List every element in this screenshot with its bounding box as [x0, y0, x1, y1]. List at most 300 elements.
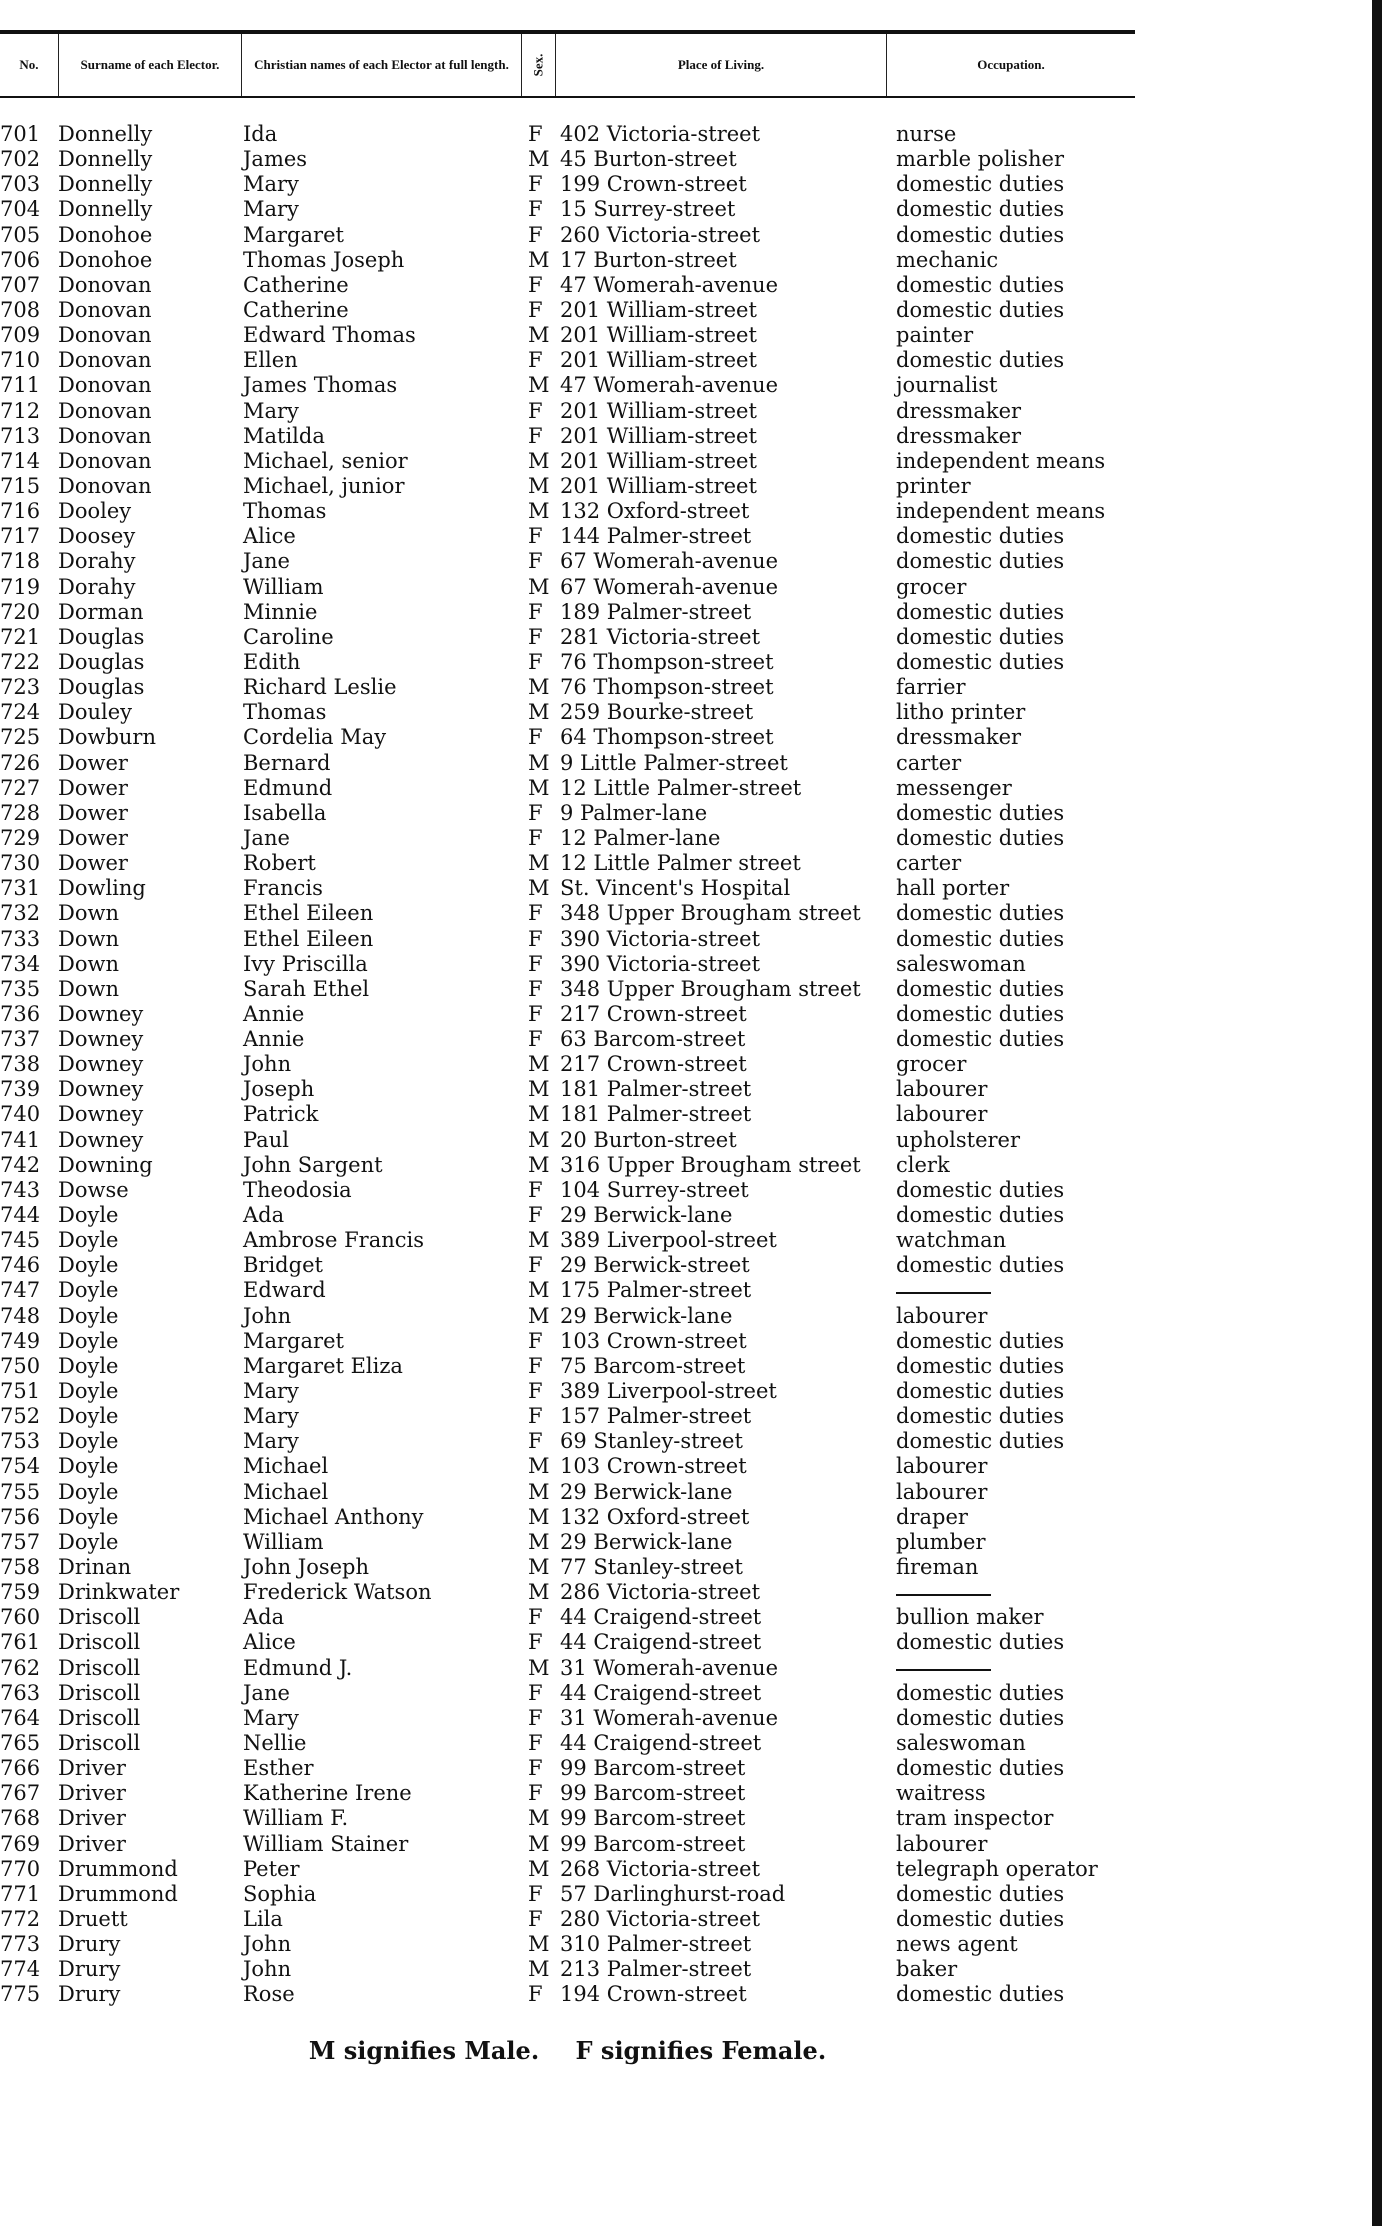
- elector-number: 756: [0, 1504, 40, 1529]
- elector-occupation: messenger: [896, 775, 1012, 800]
- elector-sex: M: [528, 750, 550, 775]
- table-row: [0, 600, 1135, 625]
- table-row: [0, 1857, 1135, 1882]
- elector-place-of-living: 201 William-street: [560, 423, 757, 448]
- elector-christian-names: Ada: [243, 1605, 285, 1630]
- elector-occupation: domestic duties: [896, 800, 1065, 825]
- elector-occupation: bullion maker: [896, 1605, 1044, 1630]
- elector-christian-names: Ethel Eileen: [243, 926, 374, 951]
- table-row: [0, 1253, 1135, 1278]
- elector-occupation: fireman: [896, 1555, 979, 1580]
- elector-christian-names: Bernard: [243, 750, 331, 775]
- elector-place-of-living: 259 Bourke-street: [560, 700, 754, 725]
- table-row: [0, 977, 1135, 1002]
- header-place-of-living: Place of Living.: [556, 34, 887, 96]
- elector-surname: Donovan: [58, 297, 152, 322]
- elector-surname: Dowse: [58, 1177, 129, 1202]
- elector-sex: M: [528, 1278, 550, 1303]
- elector-surname: Doyle: [58, 1504, 119, 1529]
- elector-sex: M: [528, 1479, 550, 1504]
- elector-surname: Douglas: [58, 624, 145, 649]
- elector-surname: Doosey: [58, 524, 136, 549]
- elector-place-of-living: 15 Surrey-street: [560, 197, 736, 222]
- elector-place-of-living: 181 Palmer-street: [560, 1077, 752, 1102]
- elector-number: 718: [0, 549, 40, 574]
- elector-sex: M: [528, 1152, 550, 1177]
- elector-place-of-living: 9 Little Palmer-street: [560, 750, 788, 775]
- elector-number: 736: [0, 1001, 40, 1026]
- elector-sex: M: [528, 1077, 550, 1102]
- elector-sex: M: [528, 1303, 550, 1328]
- elector-place-of-living: 201 William-street: [560, 398, 757, 423]
- table-row: [0, 1882, 1135, 1907]
- elector-place-of-living: 281 Victoria-street: [560, 624, 761, 649]
- elector-christian-names: Thomas Joseph: [243, 247, 405, 272]
- elector-occupation: domestic duties: [896, 825, 1065, 850]
- elector-occupation: domestic duties: [896, 222, 1065, 247]
- elector-place-of-living: 201 William-street: [560, 297, 757, 322]
- elector-christian-names: Edith: [243, 649, 301, 674]
- table-row: [0, 1304, 1135, 1329]
- elector-surname: Doyle: [58, 1253, 119, 1278]
- elector-surname: Donovan: [58, 323, 152, 348]
- elector-number: 753: [0, 1429, 40, 1454]
- table-row: [0, 1681, 1135, 1706]
- elector-christian-names: Mary: [243, 197, 299, 222]
- elector-occupation: [896, 1278, 991, 1303]
- header-sex: [522, 34, 556, 96]
- elector-christian-names: Annie: [243, 1027, 305, 1052]
- elector-sex: M: [528, 1228, 550, 1253]
- elector-christian-names: Ambrose Francis: [243, 1228, 424, 1253]
- elector-occupation: domestic duties: [896, 1177, 1065, 1202]
- elector-place-of-living: 280 Victoria-street: [560, 1906, 761, 1931]
- elector-sex: F: [528, 1353, 543, 1378]
- elector-christian-names: Mary: [243, 1404, 299, 1429]
- elector-sex: M: [528, 1580, 550, 1605]
- elector-sex: F: [528, 1881, 543, 1906]
- elector-christian-names: Margaret Eliza: [243, 1353, 403, 1378]
- elector-sex: F: [528, 1982, 543, 2007]
- sex-legend: [0, 2036, 1135, 2065]
- elector-number: 738: [0, 1052, 40, 1077]
- elector-sex: M: [528, 247, 550, 272]
- elector-place-of-living: 12 Little Palmer-street: [560, 775, 802, 800]
- table-row: [0, 1756, 1135, 1781]
- elector-surname: Down: [58, 926, 119, 951]
- table-row: [0, 449, 1135, 474]
- elector-surname: Dower: [58, 750, 128, 775]
- elector-place-of-living: 201 William-street: [560, 348, 757, 373]
- elector-surname: Driscoll: [58, 1680, 141, 1705]
- elector-place-of-living: 144 Palmer-street: [560, 524, 752, 549]
- table-row: [0, 1982, 1135, 2007]
- table-row: [0, 248, 1135, 273]
- elector-place-of-living: 57 Darlinghurst-road: [560, 1881, 786, 1906]
- elector-number: 772: [0, 1906, 40, 1931]
- elector-christian-names: Peter: [243, 1856, 300, 1881]
- elector-surname: Donnelly: [58, 172, 153, 197]
- table-row: [0, 952, 1135, 977]
- table-row: [0, 927, 1135, 952]
- elector-place-of-living: 104 Surrey-street: [560, 1177, 749, 1202]
- elector-number: 775: [0, 1982, 40, 2007]
- table-row: [0, 1153, 1135, 1178]
- elector-sex: F: [528, 122, 543, 146]
- elector-number: 739: [0, 1077, 40, 1102]
- elector-christian-names: John: [243, 1303, 292, 1328]
- elector-surname: Doyle: [58, 1454, 119, 1479]
- elector-number: 717: [0, 524, 40, 549]
- elector-place-of-living: 20 Burton-street: [560, 1127, 737, 1152]
- elector-occupation: labourer: [896, 1102, 988, 1127]
- elector-christian-names: Mary: [243, 1429, 299, 1454]
- elector-number: 719: [0, 574, 40, 599]
- elector-occupation: domestic duties: [896, 1429, 1065, 1454]
- elector-sex: M: [528, 1504, 550, 1529]
- elector-place-of-living: 99 Barcom-street: [560, 1781, 746, 1806]
- table-row: [0, 273, 1135, 298]
- elector-occupation: domestic duties: [896, 172, 1065, 197]
- elector-place-of-living: 77 Stanley-street: [560, 1555, 743, 1580]
- elector-christian-names: Michael: [243, 1479, 329, 1504]
- elector-sex: F: [528, 599, 543, 624]
- elector-occupation: domestic duties: [896, 549, 1065, 574]
- elector-surname: Downey: [58, 1102, 144, 1127]
- elector-sex: F: [528, 901, 543, 926]
- elector-occupation: nurse: [896, 122, 957, 146]
- elector-christian-names: Margaret: [243, 1328, 344, 1353]
- elector-sex: M: [528, 574, 550, 599]
- elector-occupation: domestic duties: [896, 926, 1065, 951]
- elector-christian-names: Robert: [243, 851, 316, 876]
- elector-occupation: domestic duties: [896, 1203, 1065, 1228]
- elector-christian-names: Ada: [243, 1203, 285, 1228]
- elector-surname: Downey: [58, 1052, 144, 1077]
- elector-occupation: domestic duties: [896, 272, 1065, 297]
- table-row: [0, 1806, 1135, 1831]
- elector-surname: Drinan: [58, 1555, 132, 1580]
- elector-christian-names: Edmund J.: [243, 1655, 353, 1680]
- table-row: [0, 1354, 1135, 1379]
- table-row: [0, 172, 1135, 197]
- elector-place-of-living: 76 Thompson-street: [560, 675, 774, 700]
- elector-surname: Donohoe: [58, 247, 153, 272]
- header-christian-names: Christian names of each Elector at full length.: [242, 34, 522, 96]
- elector-christian-names: Esther: [243, 1756, 314, 1781]
- elector-place-of-living: 29 Berwick-lane: [560, 1303, 733, 1328]
- elector-number: 758: [0, 1555, 40, 1580]
- elector-occupation: domestic duties: [896, 1680, 1065, 1705]
- table-row: [0, 348, 1135, 373]
- elector-number: 742: [0, 1152, 40, 1177]
- elector-occupation: draper: [896, 1504, 968, 1529]
- elector-surname: Downey: [58, 1077, 144, 1102]
- table-row: [0, 1580, 1135, 1605]
- elector-christian-names: Michael Anthony: [243, 1504, 424, 1529]
- elector-number: 706: [0, 247, 40, 272]
- elector-christian-names: Ivy Priscilla: [243, 951, 368, 976]
- elector-place-of-living: 348 Upper Brougham street: [560, 901, 861, 926]
- elector-place-of-living: 76 Thompson-street: [560, 649, 774, 674]
- elector-number: 761: [0, 1630, 40, 1655]
- elector-surname: Donnelly: [58, 122, 153, 146]
- elector-surname: Doyle: [58, 1278, 119, 1303]
- occupation-blank-rule: [896, 1594, 991, 1596]
- header-occupation: Occupation.: [977, 57, 1045, 72]
- occupation-blank-rule: [896, 1292, 991, 1294]
- table-row: [0, 1027, 1135, 1052]
- elector-occupation: grocer: [896, 1052, 967, 1077]
- header-sex-label: Sex.: [530, 53, 546, 77]
- elector-number: 715: [0, 473, 40, 498]
- table-row: [0, 197, 1135, 222]
- elector-surname: Donovan: [58, 373, 152, 398]
- elector-occupation: independent means: [896, 448, 1106, 473]
- elector-surname: Doyle: [58, 1529, 119, 1554]
- elector-place-of-living: 44 Craigend-street: [560, 1731, 762, 1755]
- elector-sex: F: [528, 649, 543, 674]
- table-row: [0, 876, 1135, 901]
- elector-number: 752: [0, 1404, 40, 1429]
- elector-number: 762: [0, 1655, 40, 1680]
- elector-number: 727: [0, 775, 40, 800]
- elector-place-of-living: 31 Womerah-avenue: [560, 1705, 779, 1730]
- elector-christian-names: Thomas: [243, 700, 327, 725]
- elector-place-of-living: 69 Stanley-street: [560, 1429, 743, 1454]
- legend-female: F signifies Female.: [575, 2036, 827, 2065]
- table-row: [0, 1077, 1135, 1102]
- elector-surname: Doyle: [58, 1303, 119, 1328]
- elector-number: 771: [0, 1881, 40, 1906]
- elector-christian-names: Minnie: [243, 599, 318, 624]
- elector-number: 701: [0, 122, 40, 146]
- elector-occupation: domestic duties: [896, 197, 1065, 222]
- elector-sex: F: [528, 1756, 543, 1781]
- elector-place-of-living: 402 Victoria-street: [560, 122, 761, 146]
- elector-christian-names: Edward Thomas: [243, 323, 416, 348]
- elector-christian-names: Sarah Ethel: [243, 976, 370, 1001]
- elector-surname: Drury: [58, 1982, 121, 2007]
- elector-number: 724: [0, 700, 40, 725]
- elector-sex: F: [528, 172, 543, 197]
- elector-surname: Dower: [58, 775, 128, 800]
- elector-place-of-living: 103 Crown-street: [560, 1454, 747, 1479]
- elector-christian-names: Edward: [243, 1278, 326, 1303]
- table-row: [0, 851, 1135, 876]
- table-row: [0, 1907, 1135, 1932]
- table-row: [0, 650, 1135, 675]
- elector-place-of-living: 67 Womerah-avenue: [560, 549, 779, 574]
- elector-sex: F: [528, 1379, 543, 1404]
- elector-sex: F: [528, 423, 543, 448]
- elector-place-of-living: 201 William-street: [560, 448, 757, 473]
- elector-sex: F: [528, 398, 543, 423]
- elector-occupation: domestic duties: [896, 976, 1065, 1001]
- elector-surname: Down: [58, 951, 119, 976]
- elector-christian-names: Lila: [243, 1906, 283, 1931]
- elector-surname: Driver: [58, 1781, 126, 1806]
- elector-place-of-living: 316 Upper Brougham street: [560, 1152, 861, 1177]
- table-row: [0, 1656, 1135, 1681]
- elector-occupation: waitress: [896, 1781, 986, 1806]
- elector-christian-names: Theodosia: [243, 1177, 352, 1202]
- elector-occupation: labourer: [896, 1831, 988, 1856]
- table-row: [0, 1178, 1135, 1203]
- elector-place-of-living: 103 Crown-street: [560, 1328, 747, 1353]
- elector-number: 710: [0, 348, 40, 373]
- header-no: No.: [0, 34, 59, 96]
- table-row: [0, 1102, 1135, 1127]
- table-row: [0, 1731, 1135, 1756]
- elector-number: 745: [0, 1228, 40, 1253]
- elector-occupation: domestic duties: [896, 1906, 1065, 1931]
- elector-number: 763: [0, 1680, 40, 1705]
- elector-occupation: mechanic: [896, 247, 999, 272]
- table-row: [0, 1480, 1135, 1505]
- elector-surname: Doyle: [58, 1203, 119, 1228]
- elector-number: 723: [0, 675, 40, 700]
- elector-sex: M: [528, 1052, 550, 1077]
- elector-place-of-living: 29 Berwick-lane: [560, 1203, 733, 1228]
- elector-occupation: news agent: [896, 1932, 1018, 1957]
- elector-place-of-living: 390 Victoria-street: [560, 951, 761, 976]
- elector-surname: Driscoll: [58, 1705, 141, 1730]
- elector-christian-names: Bridget: [243, 1253, 323, 1278]
- elector-place-of-living: 44 Craigend-street: [560, 1680, 762, 1705]
- elector-sex: M: [528, 1102, 550, 1127]
- elector-christian-names: Sophia: [243, 1881, 317, 1906]
- elector-sex: M: [528, 775, 550, 800]
- elector-place-of-living: 99 Barcom-street: [560, 1806, 746, 1831]
- elector-number: 712: [0, 398, 40, 423]
- elector-number: 737: [0, 1027, 40, 1052]
- elector-christian-names: Annie: [243, 1001, 305, 1026]
- elector-place-of-living: 9 Palmer-lane: [560, 800, 708, 825]
- elector-occupation: domestic duties: [896, 348, 1065, 373]
- elector-surname: Donovan: [58, 423, 152, 448]
- elector-surname: Dowling: [58, 876, 146, 901]
- elector-occupation: watchman: [896, 1228, 1007, 1253]
- elector-place-of-living: 389 Liverpool-street: [560, 1228, 777, 1253]
- elector-christian-names: John Joseph: [243, 1555, 370, 1580]
- elector-sex: F: [528, 1605, 543, 1630]
- elector-number: 770: [0, 1856, 40, 1881]
- elector-number: 714: [0, 448, 40, 473]
- elector-surname: Drummond: [58, 1881, 178, 1906]
- elector-number: 705: [0, 222, 40, 247]
- elector-number: 703: [0, 172, 40, 197]
- table-row: [0, 1404, 1135, 1429]
- table-row: [0, 1429, 1135, 1454]
- elector-sex: F: [528, 549, 543, 574]
- elector-number: 720: [0, 599, 40, 624]
- elector-christian-names: Jane: [243, 1680, 290, 1705]
- elector-surname: Driscoll: [58, 1731, 141, 1755]
- table-row: [0, 1605, 1135, 1630]
- elector-number: 704: [0, 197, 40, 222]
- elector-sex: M: [528, 851, 550, 876]
- elector-christian-names: Isabella: [243, 800, 327, 825]
- elector-christian-names: Cordelia May: [243, 725, 387, 750]
- elector-number: 744: [0, 1203, 40, 1228]
- elector-sex: F: [528, 1404, 543, 1429]
- table-row: [0, 751, 1135, 776]
- elector-surname: Douglas: [58, 675, 145, 700]
- elector-occupation: domestic duties: [896, 624, 1065, 649]
- elector-sex: M: [528, 1831, 550, 1856]
- elector-occupation: printer: [896, 473, 971, 498]
- elector-number: 774: [0, 1957, 40, 1982]
- elector-number: 735: [0, 976, 40, 1001]
- elector-christian-names: John Sargent: [243, 1152, 383, 1177]
- table-row: [0, 1706, 1135, 1731]
- elector-occupation: carter: [896, 750, 962, 775]
- elector-occupation: saleswoman: [896, 951, 1026, 976]
- elector-number: 773: [0, 1932, 40, 1957]
- elector-number: 708: [0, 297, 40, 322]
- elector-christian-names: Ellen: [243, 348, 298, 373]
- elector-occupation: domestic duties: [896, 649, 1065, 674]
- elector-christian-names: Katherine Irene: [243, 1781, 412, 1806]
- elector-surname: Donohoe: [58, 222, 153, 247]
- table-row: [0, 1454, 1135, 1479]
- table-header: [0, 34, 1135, 98]
- elector-sex: F: [528, 1630, 543, 1655]
- table-row: [0, 122, 1135, 147]
- elector-christian-names: Edmund: [243, 775, 333, 800]
- elector-place-of-living: 64 Thompson-street: [560, 725, 774, 750]
- elector-sex: F: [528, 1906, 543, 1931]
- elector-surname: Douley: [58, 700, 133, 725]
- elector-sex: M: [528, 1555, 550, 1580]
- elector-place-of-living: 44 Craigend-street: [560, 1630, 762, 1655]
- elector-place-of-living: 31 Womerah-avenue: [560, 1655, 779, 1680]
- elector-christian-names: Catherine: [243, 272, 349, 297]
- elector-christian-names: Francis: [243, 876, 323, 901]
- elector-place-of-living: 99 Barcom-street: [560, 1831, 746, 1856]
- elector-number: 713: [0, 423, 40, 448]
- elector-christian-names: Alice: [243, 524, 296, 549]
- elector-christian-names: Mary: [243, 1379, 299, 1404]
- elector-place-of-living: 390 Victoria-street: [560, 926, 761, 951]
- elector-number: 733: [0, 926, 40, 951]
- occupation-blank-rule: [896, 1669, 991, 1671]
- elector-number: 731: [0, 876, 40, 901]
- table-row: [0, 1329, 1135, 1354]
- elector-christian-names: Mary: [243, 172, 299, 197]
- elector-sex: F: [528, 1027, 543, 1052]
- elector-surname: Dorman: [58, 599, 144, 624]
- elector-surname: Driscoll: [58, 1605, 141, 1630]
- elector-christian-names: Alice: [243, 1630, 296, 1655]
- elector-christian-names: Jane: [243, 825, 290, 850]
- elector-christian-names: Richard Leslie: [243, 675, 397, 700]
- elector-christian-names: William Stainer: [243, 1831, 409, 1856]
- elector-sex: F: [528, 197, 543, 222]
- elector-occupation: litho printer: [896, 700, 1026, 725]
- elector-surname: Dower: [58, 800, 128, 825]
- elector-occupation: farrier: [896, 675, 966, 700]
- elector-occupation: labourer: [896, 1479, 988, 1504]
- elector-sex: F: [528, 222, 543, 247]
- table-row: [0, 700, 1135, 725]
- elector-number: 711: [0, 373, 40, 398]
- elector-surname: Dower: [58, 825, 128, 850]
- elector-number: 759: [0, 1580, 40, 1605]
- elector-sex: F: [528, 524, 543, 549]
- elector-christian-names: Catherine: [243, 297, 349, 322]
